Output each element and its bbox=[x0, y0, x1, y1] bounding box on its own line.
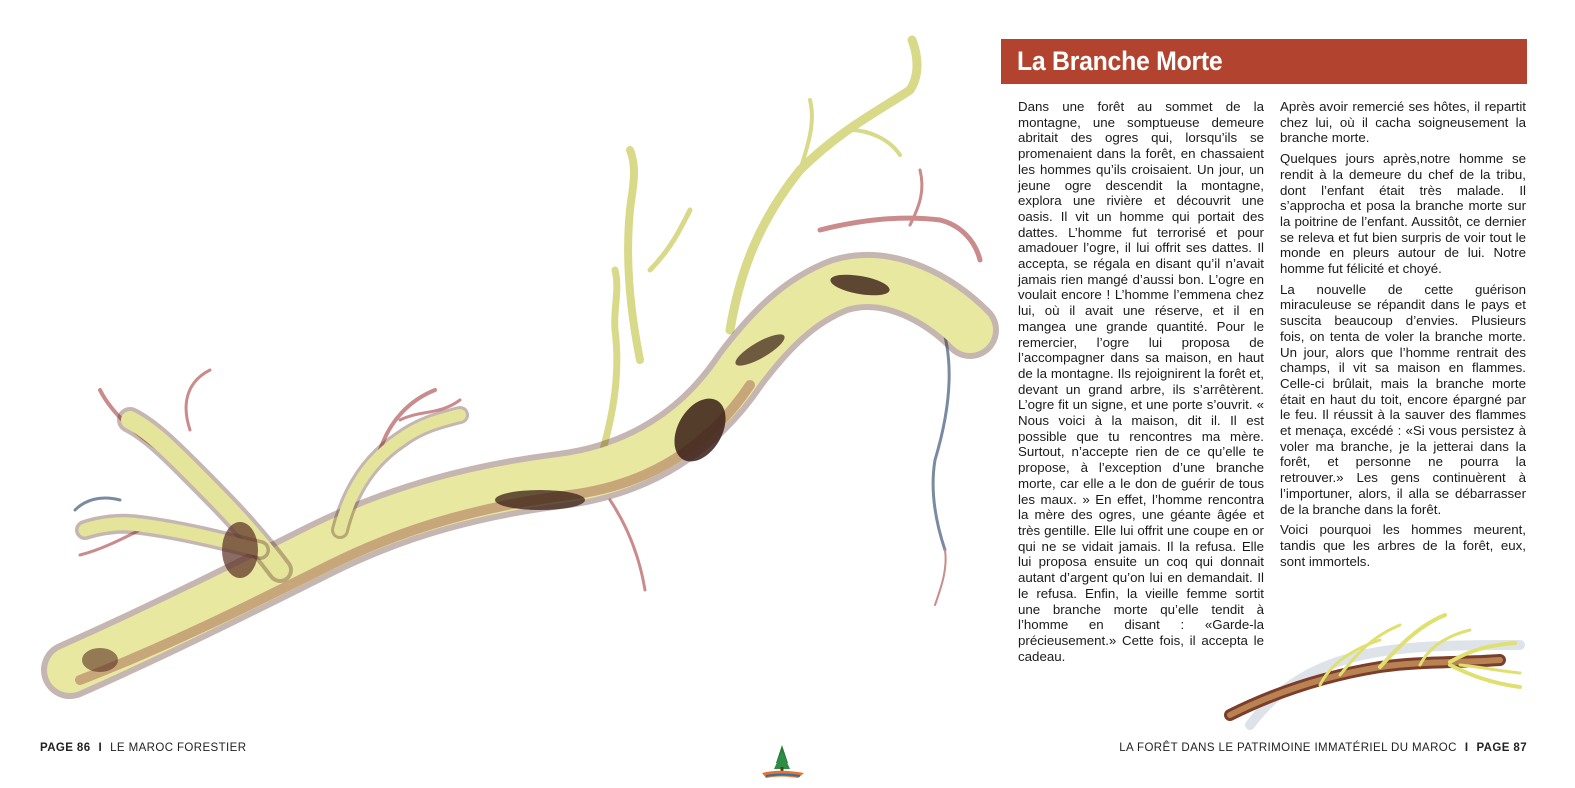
page-number-right: PAGE 87 bbox=[1476, 742, 1527, 754]
paragraph: Quelques jours après,notre homme se rendit à la demeure du chef de la tribu, dont l’enfant était très malade. Il s’approcha et posa la branche morte sur la poitrine de l’enfant. Aussitôt, ce dernier se releva et fut bien surpris de voir tout le monde en pleurs autour de lui. Notre homme fut félicité et choyé. bbox=[1280, 151, 1526, 277]
text-column-right bbox=[1280, 99, 1526, 574]
paragraph: La nouvelle de cette guérison miraculeuse se répandit dans le pays et suscita beaucoup d’envies. Plusieurs fois, on tenta de voler la branche morte. Un jour, alors que l’homme rentrait des champs, il vit sa maison en flammes. Celle-ci brûlait, mais la branche morte était en haut du toit, encore épargné par le feu. Il réussit à la sauver des flammes et menaça, excédé : «Si vous persistez à voler ma branche, je la jetterai dans la forêt, et personne ne pourra la retrouver.» Les gens continuèrent à l’importuner, alors, il alla se débarrasser de la branche dans la forêt. bbox=[1280, 281, 1526, 517]
footer-left bbox=[40, 742, 246, 754]
footer-right bbox=[1119, 742, 1527, 754]
section-title-left: LE MAROC FORESTIER bbox=[110, 742, 247, 754]
dead-branch-illustration bbox=[40, 30, 1000, 720]
story-title: La Branche Morte bbox=[1017, 46, 1223, 76]
forest-logo-icon bbox=[758, 743, 808, 781]
footer-separator: I bbox=[1464, 742, 1469, 754]
small-branch-illustration bbox=[1220, 605, 1530, 730]
text-column-left bbox=[1018, 99, 1264, 669]
paragraph: Dans une forêt au sommet de la montagne, une somptueuse demeure abritait des ogres qui, lorsqu’ils se promenaient dans la forêt, en chassaient les hommes qu’ils croisaient. Un jour, un jeune ogre descendit la montagne, explora une rivière et découvrit une oasis. Il vit un homme qui portait des dattes. L’homme fut terrorisé et pour amadouer l’ogre, il lui offrit ses dattes. Il accepta, se régala en disant qu’il n’avait jamais rien mangé d’aussi bon. L’ogre en voulait encore ! L’homme l’emmena chez lui, où il avait une réserve, et il en mangea une grande quantité. Pour le remercier, l’ogre lui proposa de l’accompagner dans sa maison, en haut de la montagne. Ils rejoignirent la forêt et, devant un grand arbre, ils s’arrêtèrent. L’ogre fit un signe, et une porte s’ouvrit. « Nous voici à la maison, dit il. Il est possible que tu rencontres ma mère. Surtout, n’accepte rien de ce qu’elle te propose, à l’exception d’une branche morte, car elle a le don de guérir de tous les maux. » En effet, l’homme rencontra la mère des ogres, une géante âgée et très gentille. Elle lui offrit une coupe en or qui ne se vidait jamais. Il la refusa. Elle lui proposa ensuite un coq qui donnait autant d’argent qu’on lui en demandait. Il le refusa. Enfin, la vieille femme sortit une branche morte qu’elle tendit à l’homme en disant : «Garde-la précieusement.» Cette fois, il accepta le cadeau. bbox=[1018, 99, 1264, 664]
title-banner bbox=[1001, 39, 1527, 84]
paragraph: Voici pourquoi les hommes meurent, tandis que les arbres de la forêt, eux, sont immortels. bbox=[1280, 522, 1526, 569]
page-number-left: PAGE 86 bbox=[40, 742, 91, 754]
paragraph: Après avoir remercié ses hôtes, il repartit chez lui, où il cacha soigneusement la branche morte. bbox=[1280, 99, 1526, 146]
section-title-right: LA FORÊT DANS LE PATRIMOINE IMMATÉRIEL DU MAROC bbox=[1119, 742, 1457, 754]
footer-separator: I bbox=[98, 742, 103, 754]
